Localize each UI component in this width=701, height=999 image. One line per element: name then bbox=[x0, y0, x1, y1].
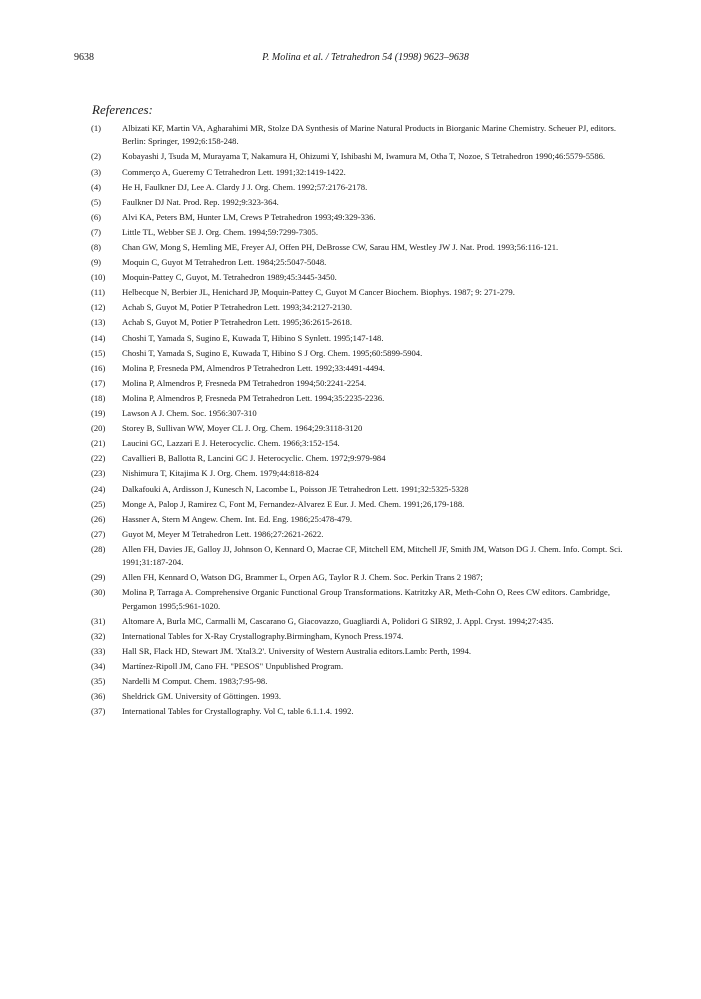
reference-number: (26) bbox=[91, 513, 106, 524]
running-head: P. Molina et al. / Tetrahedron 54 (1998) 9623–9638 bbox=[262, 52, 469, 63]
reference-number: (12) bbox=[91, 302, 106, 313]
reference-text: Faulkner DJ Nat. Prod. Rep. 1992;9:323-364. bbox=[122, 196, 279, 207]
reference-number: (24) bbox=[91, 483, 106, 494]
reference-number: (5) bbox=[91, 196, 102, 207]
reference-item bbox=[91, 571, 636, 584]
reference-number: (6) bbox=[91, 211, 102, 222]
reference-item bbox=[91, 483, 636, 496]
reference-item bbox=[91, 690, 636, 703]
reference-number: (8) bbox=[91, 242, 102, 252]
reference-text: Alvi KA, Peters BM, Hunter LM, Crews P Tetrahedron 1993;49:329-336. bbox=[122, 211, 376, 222]
reference-text: Albizati KF, Martin VA, Agharahimi MR, Stolze DA Synthesis of Marine Natural Products in Biorganic Marine Chemistry. Scheuer PJ, editors. Berlin: Springer, 1992;6:158-248. bbox=[122, 123, 617, 147]
reference-number: (32) bbox=[91, 630, 106, 641]
reference-text: Allen FH, Davies JE, Galloy JJ, Johnson O, Kennard O, Macrae CF, Mitchell EM, Mitchell JF, Smith JM, Watson DG J. Chem. Info. Compt. Sci. 1991;31:187-204. bbox=[122, 543, 623, 568]
reference-item bbox=[91, 316, 636, 329]
reference-item bbox=[91, 586, 636, 613]
reference-number: (27) bbox=[91, 528, 106, 539]
reference-text: Molina P, Tarraga A. Comprehensive Organic Functional Group Transformations. Katritzky AR, Meth-Cohn O, Rees CW editors. Cambridge, Pergamon 1995;5:961-1020. bbox=[122, 587, 610, 611]
reference-number: (10) bbox=[91, 272, 106, 283]
reference-text: Cavallieri B, Ballotta R, Lancini GC J. Heterocyclic. Chem. 1972;9:979-984 bbox=[122, 453, 386, 464]
reference-item bbox=[91, 437, 636, 450]
reference-text: Altomare A, Burla MC, Carmalli M, Cascarano G, Giacovazzo, Guagliardi A, Polidori G SIR92, J. Appl. Cryst. 1994;27:435. bbox=[122, 615, 554, 626]
reference-number: (35) bbox=[91, 676, 106, 687]
reference-text: Molina P, Fresneda PM, Almendros P Tetrahedron Lett. 1992;33:4491-4494. bbox=[122, 362, 385, 373]
reference-text: He H, Faulkner DJ, Lee A. Clardy J J. Org. Chem. 1992;57:2176-2178. bbox=[122, 181, 368, 192]
reference-item bbox=[91, 467, 636, 480]
references-heading: References: bbox=[92, 102, 153, 117]
reference-number: (25) bbox=[91, 498, 106, 509]
page-number: 9638 bbox=[74, 52, 94, 63]
reference-item bbox=[91, 452, 636, 465]
reference-text: Molina P, Almendros P, Fresneda PM Tetrahedron Lett. 1994;35:2235-2236. bbox=[122, 392, 385, 403]
reference-text: Achab S, Guyot M, Potier P Tetrahedron Lett. 1995;36:2615-2618. bbox=[122, 317, 352, 328]
reference-item bbox=[91, 543, 636, 570]
reference-item bbox=[91, 166, 636, 179]
reference-text: Moquin-Pattey C, Guyot, M. Tetrahedron 1989;45:3445-3450. bbox=[122, 272, 337, 283]
reference-text: Chan GW, Mong S, Hemling ME, Freyer AJ, Offen PH, DeBrosse CW, Sarau HM, Westley JW J. Nat. Prod. 1993;56:116-121. bbox=[122, 242, 559, 252]
reference-number: (13) bbox=[91, 317, 106, 328]
reference-item bbox=[91, 211, 636, 224]
reference-text: Commerço A, Gueremy C Tetrahedron Lett. 1991;32:1419-1422. bbox=[122, 166, 346, 177]
reference-text: Hall SR, Flack HD, Stewart JM. 'Xtal3.2'. University of Western Australia editors.Lamb: Perth, 1994. bbox=[122, 646, 472, 657]
reference-text: Moquin C, Guyot M Tetrahedron Lett. 1984;25:5047-5048. bbox=[122, 257, 327, 268]
reference-text: Storey B, Sullivan WW, Moyer CL J. Org. Chem. 1964;29:3118-3120 bbox=[122, 423, 363, 434]
reference-text: Achab S, Guyot M, Potier P Tetrahedron Lett. 1993;34:2127-2130. bbox=[122, 302, 352, 313]
reference-number: (7) bbox=[91, 226, 102, 237]
reference-number: (37) bbox=[91, 706, 106, 717]
reference-text: Helbecque N, Berbier JL, Henichard JP, Moquin-Pattey C, Guyot M Cancer Biochem. Biophys. 1987; 9: 271-279. bbox=[122, 287, 515, 298]
reference-text: Choshi T, Yamada S, Sugino E, Kuwada T, Hibino S Synlett. 1995;147-148. bbox=[122, 332, 384, 343]
reference-item bbox=[91, 392, 636, 405]
reference-item bbox=[91, 645, 636, 658]
reference-number: (20) bbox=[91, 423, 106, 434]
reference-list bbox=[91, 122, 636, 721]
reference-number: (11) bbox=[91, 287, 105, 298]
reference-number: (16) bbox=[91, 362, 106, 373]
reference-number: (30) bbox=[91, 587, 106, 598]
reference-text: Little TL, Webber SE J. Org. Chem. 1994;59:7299-7305. bbox=[122, 226, 318, 237]
reference-item bbox=[91, 122, 636, 149]
reference-number: (23) bbox=[91, 468, 106, 479]
reference-number: (3) bbox=[91, 166, 102, 177]
reference-text: Allen FH, Kennard O, Watson DG, Brammer L, Orpen AG, Taylor R J. Chem. Soc. Perkin Trans 2 1987; bbox=[122, 572, 483, 583]
reference-text: Guyot M, Meyer M Tetrahedron Lett. 1986;27:2621-2622. bbox=[122, 528, 324, 539]
reference-text: Nardelli M Comput. Chem. 1983;7:95-98. bbox=[122, 676, 268, 687]
reference-number: (4) bbox=[91, 181, 102, 192]
reference-text: Choshi T, Yamada S, Sugino E, Kuwada T, Hibino S J Org. Chem. 1995;60:5899-5904. bbox=[122, 347, 423, 358]
reference-item bbox=[91, 256, 636, 269]
reference-number: (14) bbox=[91, 332, 106, 343]
reference-text: Laucini GC, Lazzari E J. Heterocyclic. Chem. 1966;3:152-154. bbox=[122, 438, 340, 449]
reference-item bbox=[91, 407, 636, 420]
reference-text: Martínez-Ripoll JM, Cano FH. "PESOS" Unpublished Program. bbox=[122, 661, 344, 672]
reference-item bbox=[91, 660, 636, 673]
reference-item bbox=[91, 528, 636, 541]
reference-item bbox=[91, 498, 636, 511]
reference-item bbox=[91, 150, 636, 163]
reference-text: International Tables for X-Ray Crystallography.Birmingham, Kynoch Press.1974. bbox=[122, 630, 404, 641]
reference-item bbox=[91, 422, 636, 435]
reference-number: (17) bbox=[91, 377, 106, 388]
reference-number: (29) bbox=[91, 572, 106, 583]
reference-number: (33) bbox=[91, 646, 106, 657]
reference-number: (36) bbox=[91, 691, 106, 702]
reference-text: Hassner A, Stern M Angew. Chem. Int. Ed. Eng. 1986;25:478-479. bbox=[122, 513, 353, 524]
reference-item bbox=[91, 615, 636, 628]
reference-number: (34) bbox=[91, 661, 106, 672]
reference-text: Lawson A J. Chem. Soc. 1956:307-310 bbox=[122, 408, 257, 419]
reference-number: (21) bbox=[91, 438, 106, 449]
reference-item bbox=[91, 181, 636, 194]
reference-item bbox=[91, 332, 636, 345]
reference-number: (9) bbox=[91, 257, 102, 268]
reference-text: Monge A, Palop J, Ramirez C, Font M, Fernandez-Alvarez E Eur. J. Med. Chem. 1991;26,179-188. bbox=[122, 498, 465, 509]
reference-item bbox=[91, 377, 636, 390]
reference-number: (18) bbox=[91, 392, 106, 403]
reference-item bbox=[91, 705, 636, 718]
reference-text: Nishimura T, Kitajima K J. Org. Chem. 1979;44:818-824 bbox=[122, 468, 319, 479]
reference-item bbox=[91, 271, 636, 284]
reference-item bbox=[91, 675, 636, 688]
reference-item bbox=[91, 226, 636, 239]
reference-number: (1) bbox=[91, 123, 102, 133]
reference-text: International Tables for Crystallography. Vol C, table 6.1.1.4. 1992. bbox=[122, 706, 354, 717]
reference-text: Sheldrick GM. University of Göttingen. 1993. bbox=[122, 691, 281, 702]
reference-number: (31) bbox=[91, 615, 106, 626]
reference-number: (19) bbox=[91, 408, 106, 419]
reference-item bbox=[91, 513, 636, 526]
reference-item bbox=[91, 301, 636, 314]
reference-item bbox=[91, 347, 636, 360]
reference-number: (22) bbox=[91, 453, 106, 464]
reference-item bbox=[91, 362, 636, 375]
reference-item bbox=[91, 241, 636, 254]
reference-item bbox=[91, 630, 636, 643]
reference-number: (15) bbox=[91, 347, 106, 358]
reference-text: Molina P, Almendros P, Fresneda PM Tetrahedron 1994;50:2241-2254. bbox=[122, 377, 367, 388]
reference-number: (28) bbox=[91, 543, 106, 554]
reference-text: Kobayashi J, Tsuda M, Murayama T, Nakamura H, Ohizumi Y, Ishibashi M, Iwamura M, Otha T, Nozoe, S Tetrahedron 1990;46:5579-5586. bbox=[122, 151, 606, 162]
reference-item bbox=[91, 286, 636, 299]
reference-item bbox=[91, 196, 636, 209]
reference-number: (2) bbox=[91, 151, 102, 162]
reference-text: Dalkafouki A, Ardisson J, Kunesch N, Lacombe L, Poisson JE Tetrahedron Lett. 1991;32:5325-5328 bbox=[122, 483, 469, 494]
